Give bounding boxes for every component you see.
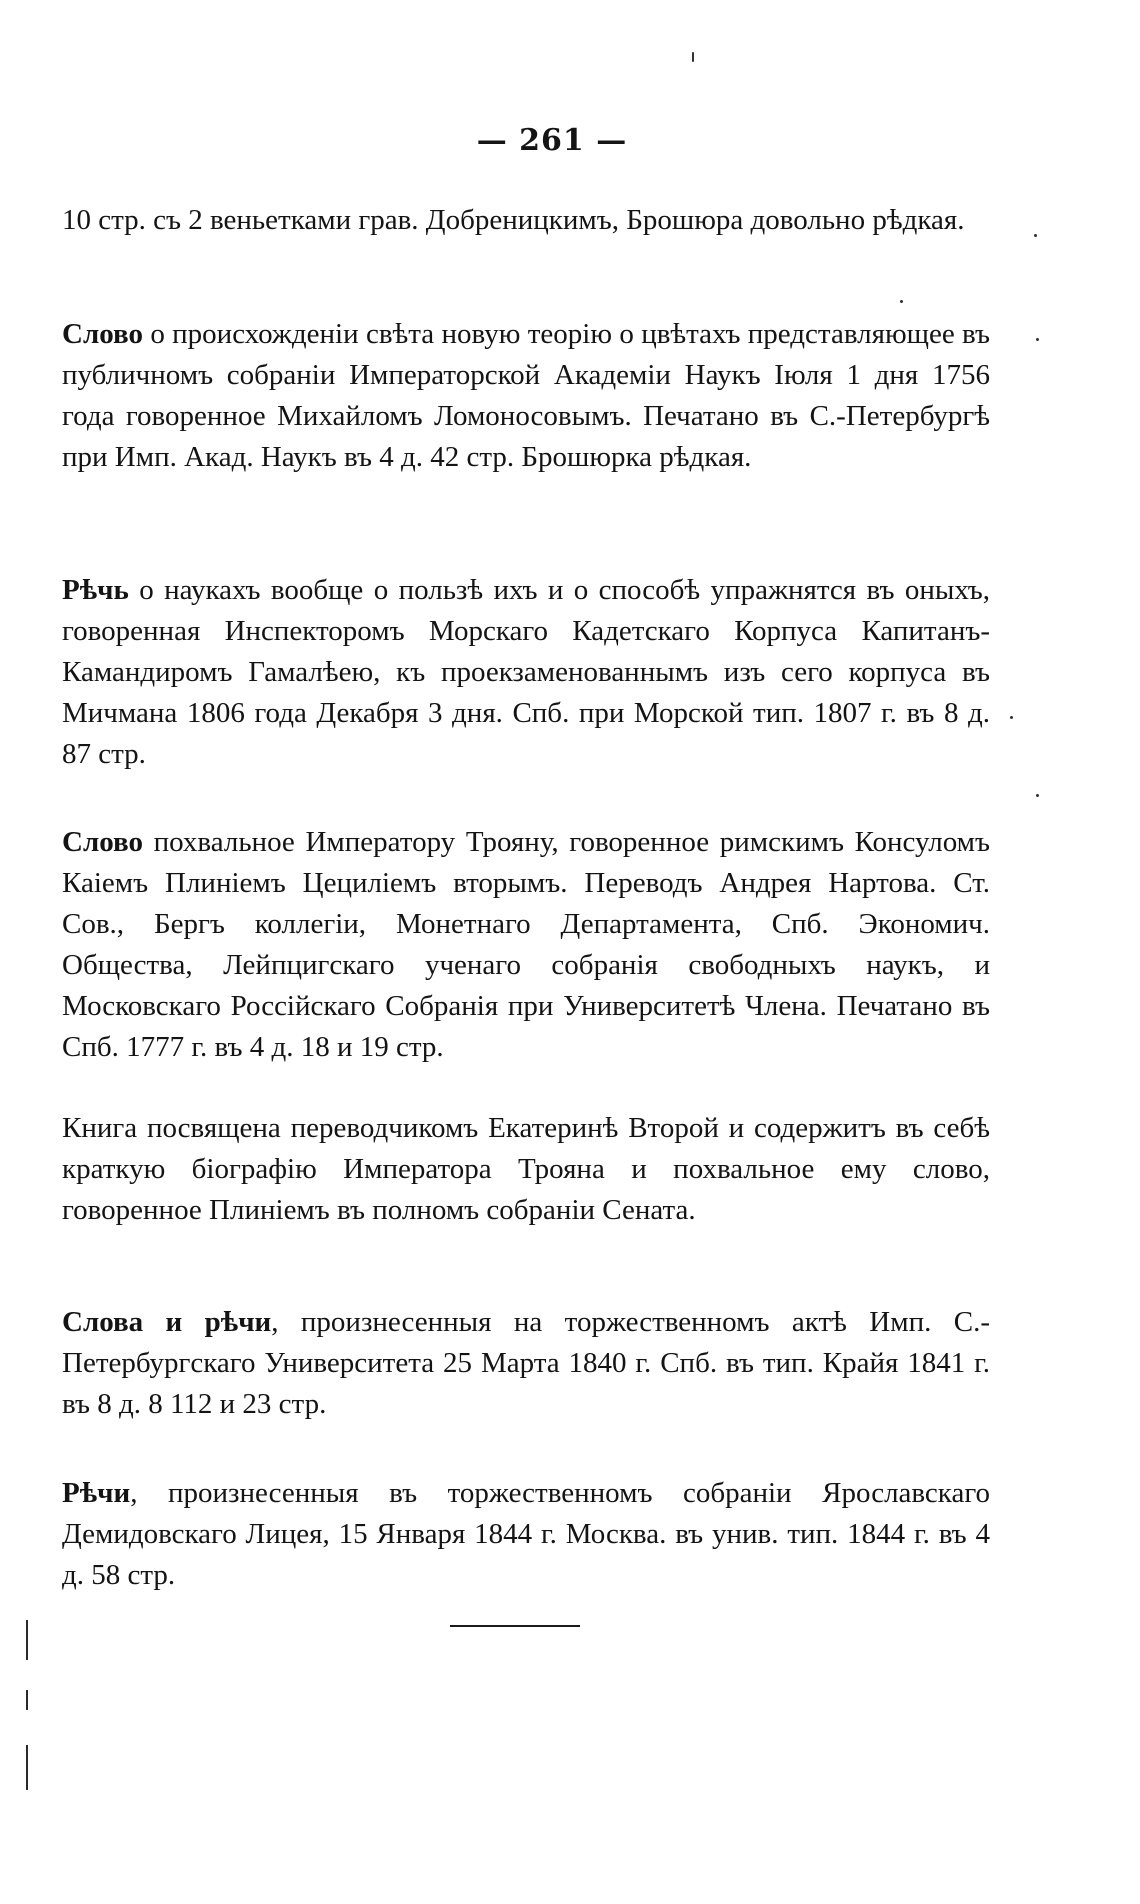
scan-edge-mark (26, 1745, 28, 1790)
entry-lead-word: Слово (62, 826, 143, 858)
entry-text: о наукахъ вообще о пользѣ ихъ и о способѣ упражнятся въ оныхъ, говоренная Инспекторомъ Морскаго Кадетскаго Корпуса Капитанъ-Камандиромъ Гамалѣею, къ проекзаменованнымъ изъ сего корпуса въ Мичмана 1806 года Декабря 3 дня. Спб. при Морской тип. 1807 г. въ 8 д. 87 стр. (62, 574, 990, 770)
entry-lead-word: Слово (62, 318, 143, 350)
scan-speck (1036, 794, 1039, 797)
entry-text: о происхожденіи свѣта новую теорію о цвѣтахъ представляющее въ публичномъ собраніи Императорской Академіи Наукъ Іюля 1 дня 1756 года говоренное Михайломъ Ломоносовымъ. Печатано въ С.-Петербургѣ при Имп. Акад. Наукъ въ 4 д. 42 стр. Брошюрка рѣдкая. (62, 318, 990, 473)
scan-edge-mark (26, 1690, 28, 1710)
entry-text: похвальное Императору Трояну, говоренное римскимъ Консуломъ Каіемъ Плиніемъ Цециліемъ вторымъ. Переводъ Андрея Нартова. Ст. Сов., Бергъ коллегіи, Монетнаго Департамента, Спб. Экономич. Общества, Лейпцигскаго ученаго собранія свободныхъ наукъ, и Московскаго Россійскаго Собранія при Университетѣ Члена. Печатано въ Спб. 1777 г. въ 4 д. 18 и 19 стр. (62, 826, 990, 1063)
entry-text: 10 стр. съ 2 веньетками грав. Добреницкимъ, Брошюра довольно рѣдкая. (62, 204, 965, 236)
entry-annotation (62, 1108, 990, 1231)
scan-speck (1034, 234, 1037, 237)
bibliography-entry (62, 1473, 990, 1596)
bibliography-entry (62, 822, 990, 1068)
bibliography-entry (62, 570, 990, 775)
entry-note-text: Книга посвящена переводчикомъ Екатеринѣ Второй и содержитъ въ себѣ краткую біографію Императора Трояна и похвальное ему слово, говоренное Плиніемъ въ полномъ собраніи Сената. (62, 1112, 990, 1226)
bibliography-entry (62, 1302, 990, 1425)
entry-text: , произнесенныя въ торжественномъ собраніи Ярославскаго Демидовскаго Лицея, 15 Января 1844 г. Москва. въ унив. тип. 1844 г. въ 4 д. 58 стр. (62, 1477, 990, 1591)
bibliography-entry (62, 314, 990, 478)
entry-text: , произнесенныя на торжественномъ актѣ Имп. С.-Петербургскаго Университета 25 Марта 1840 г. Спб. въ тип. Крайя 1841 г. въ 8 д. 8 112 и 23 стр. (62, 1306, 990, 1420)
entry-continuation (62, 200, 990, 241)
page-number: — 261 — (476, 123, 628, 158)
scan-speck (1036, 338, 1039, 341)
entry-lead-word: Рѣчи (62, 1477, 131, 1509)
scan-edge-mark (26, 1620, 28, 1660)
section-end-rule (450, 1625, 580, 1627)
scan-speck (900, 300, 903, 303)
entry-lead-word: Рѣчь (62, 574, 129, 606)
scan-speck (1010, 716, 1013, 719)
scan-speck (692, 52, 694, 62)
entry-lead-word: Слова и рѣчи (62, 1306, 272, 1338)
